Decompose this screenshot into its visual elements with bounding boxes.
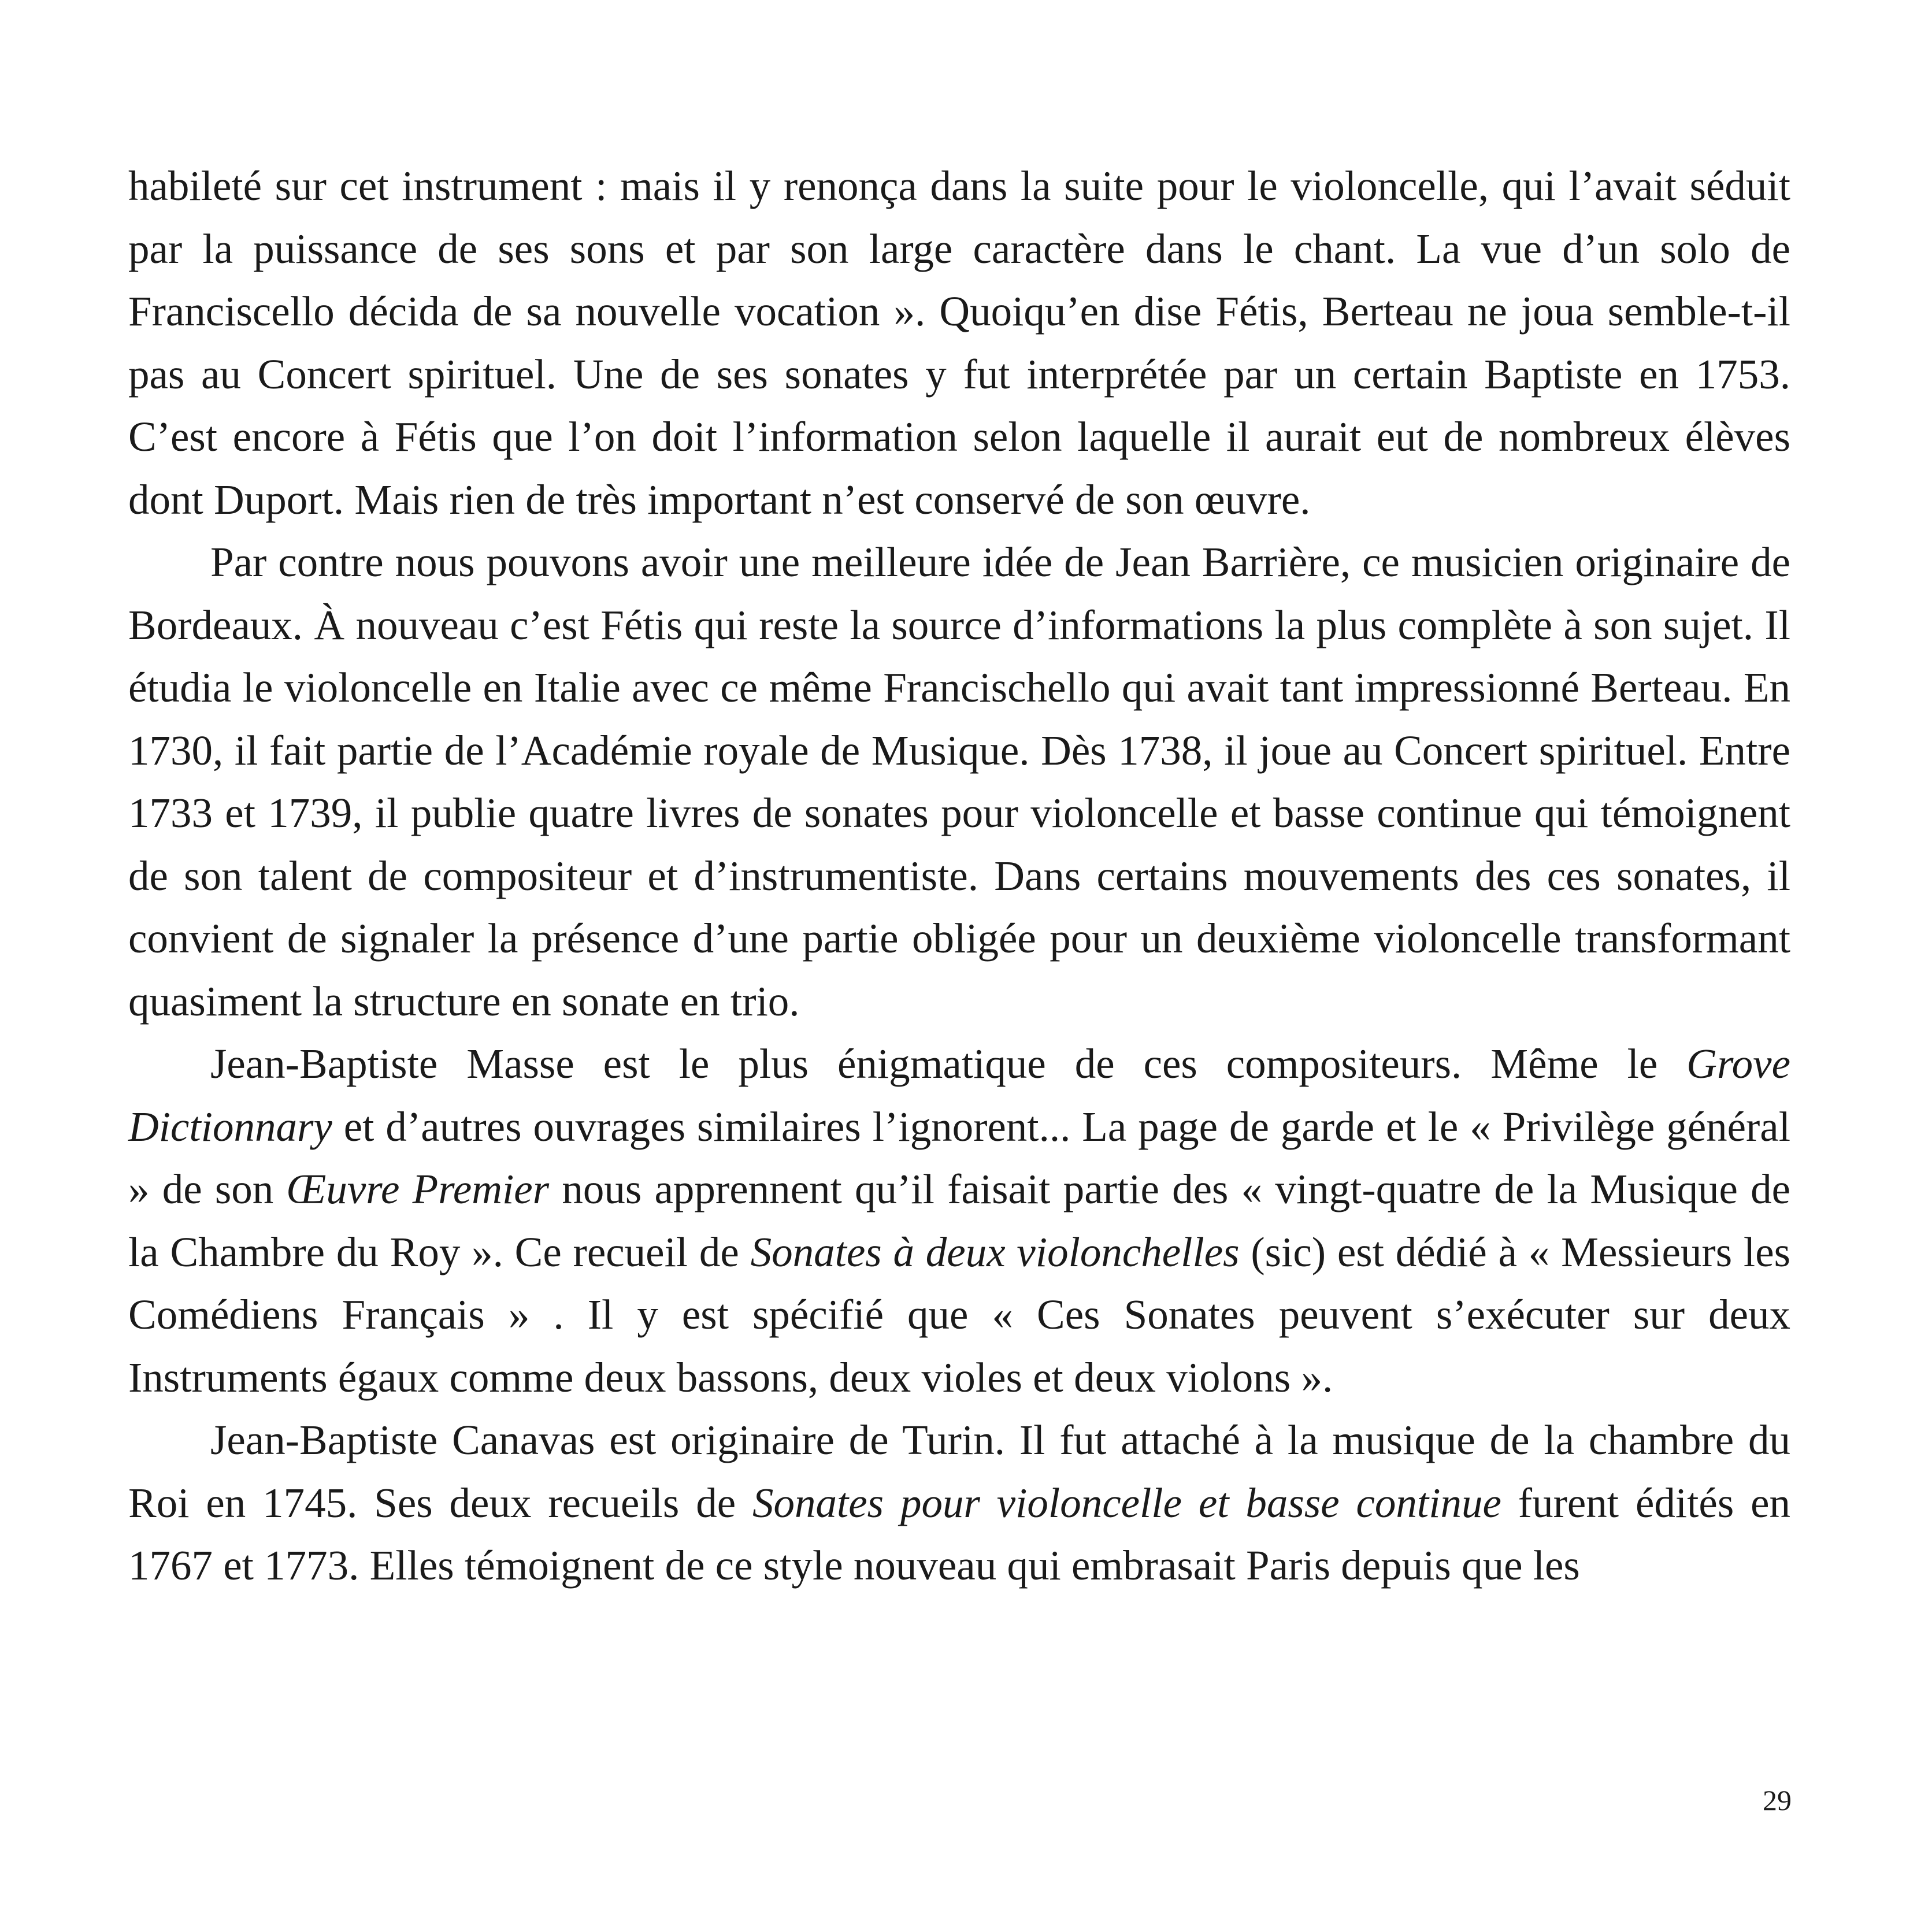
paragraph-2	[128, 531, 1790, 1033]
paragraph-4-run-3: furent édités en 1767 et 1773. Elles témoignent de ce style nouveau qui embrasait Paris depuis que les	[128, 1479, 1791, 1589]
paragraph-1-text: habileté sur cet instrument : mais il y renonça dans la suite pour le violoncelle, qui l’avait séduit par la puissance de ses sons et par son large caractère dans le chant. La vue d’un solo de Franciscello décida de sa nouvelle vocation ». Quoiqu’en dise Fétis, Berteau ne joua semble-t-il pas au Concert spirituel. Une de ses sonates y fut interprétée par un certain Baptiste en 1753. C’est encore à Fétis que l’on doit l’information selon laquelle il aurait eut de nombreux élèves dont Duport. Mais rien de très important n’est conservé de son œuvre.	[128, 162, 1790, 523]
paragraph-3-run-1: Jean-Baptiste Masse est le plus énigmatique de ces compositeurs. Même le	[210, 1040, 1687, 1087]
paragraph-3-run-3: et d’autres ouvrages similaires l’ignorent... La page de garde et le « Privilège général » de son	[128, 1103, 1790, 1212]
paragraph-4	[128, 1409, 1790, 1597]
paragraph-3-run-7: (sic) est dédié à « Messieurs les Comédiens Français » . Il y est spécifié que « Ces Sonates peuvent s’exécuter sur deux Instruments égaux comme deux bassons, deux violes et deux violons ».	[128, 1228, 1790, 1401]
italic-title-grove-dictionnary: Grove Dictionnary	[128, 1040, 1790, 1150]
italic-title-sonates-violonchelles: Sonates à deux violonchelles	[750, 1228, 1240, 1275]
paragraph-4-run-1: Jean-Baptiste Canavas est originaire de Turin. Il fut attaché à la musique de la chambre du Roi en 1745. Ses deux recueils de	[128, 1416, 1790, 1526]
paragraph-1	[128, 155, 1790, 531]
paragraph-2-text: Par contre nous pouvons avoir une meilleure idée de Jean Barrière, ce musicien originaire de Bordeaux. À nouveau c’est Fétis qui reste la source d’informations la plus complète à son sujet. Il étudia le violoncelle en Italie avec ce même Francischello qui avait tant impressionné Berteau. En 1730, il fait partie de l’Académie royale de Musique. Dès 1738, il joue au Concert spirituel. Entre 1733 et 1739, il publie quatre livres de sonates pour violoncelle et basse continue qui témoignent de son talent de compositeur et d’instrumentiste. Dans certains mouvements des ces sonates, il convient de signaler la présence d’une partie obligée pour un deuxième violoncelle transformant quasiment la structure en sonate en trio.	[128, 539, 1790, 1025]
paragraph-3	[128, 1033, 1790, 1409]
italic-title-sonates-violoncelle: Sonates pour violoncelle et basse continue	[752, 1479, 1501, 1526]
paragraph-3-run-5: nous apprennent qu’il faisait partie des « vingt-quatre de la Musique de la Chambre du Roy ». Ce recueil de	[128, 1166, 1790, 1275]
body-text	[128, 155, 1790, 1597]
page-number: 29	[1763, 1784, 1792, 1816]
italic-title-oeuvre-premier: Œuvre Premier	[286, 1166, 550, 1212]
